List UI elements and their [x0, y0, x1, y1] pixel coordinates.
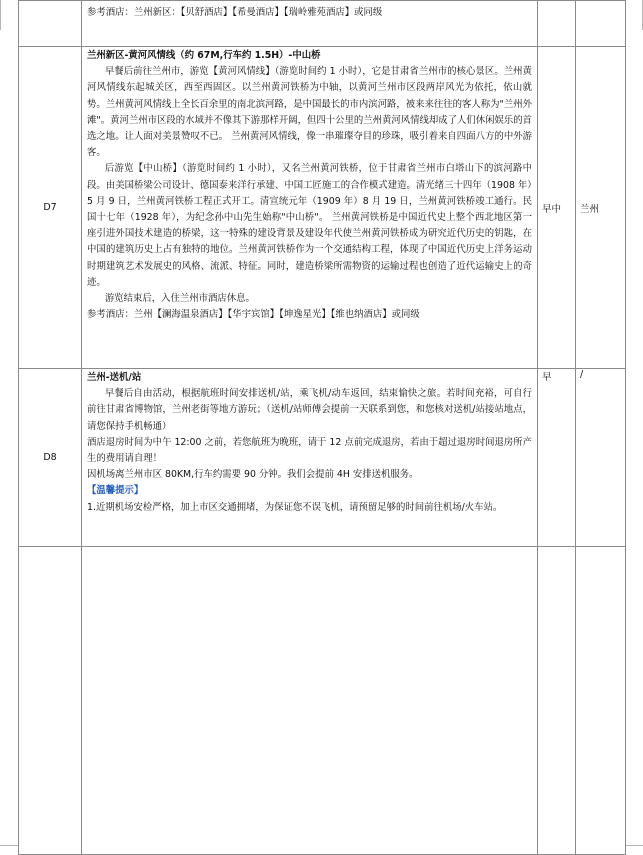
table-row	[19, 369, 626, 547]
empty-cell	[538, 547, 576, 855]
tips-label: 【温馨提示】	[87, 485, 144, 497]
itinerary-cell	[82, 47, 538, 369]
stay-cell: /	[576, 369, 626, 547]
page-guide-left	[0, 0, 1, 30]
stay-cell	[576, 1, 626, 47]
note-paragraph: 因机场离兰州市区 80KM,行车约需要 90 分钟。我们会提前 4H 安排送机服务。	[87, 469, 419, 481]
empty-cell	[576, 547, 626, 855]
day-title: 兰州-送机/站	[87, 372, 142, 383]
hotel-reference: 参考酒店：兰州【澜海温泉酒店】【华宇宾馆】【坤逸星光】【维也纳酒店】或同级	[87, 309, 420, 321]
meal-cell	[538, 1, 576, 47]
itinerary-cell	[82, 1, 538, 47]
itinerary-paragraph: 后游览【中山桥】（游览时间约 1 小时），又名兰州黄河铁桥，位于甘肃省兰州市白塔山下的滨河路中段。由美国桥梁公司设计、德国泰来洋行承建、中国工匠施工的合作模式建造。清光绪三十四年（1908 年）5 月 9 日，兰州黄河铁桥工程正式开工。清宣统元年（1909 年）8 月 19 日，兰州黄河铁桥竣工通行。民国十七年（1928 年），为纪念孙中山先生始称"中山桥"。 兰州黄河铁桥是中国近代史上整个西北地区第一座引进外国技术建造的桥梁，这一特殊的建设背景及建设年代使兰州黄河铁桥成为研究近代历史的钥匙，在中国的建筑历史上占有独特的地位。兰州黄河铁桥作为一个交通结构工程，体现了中国近代历史上洋务运动时期建筑艺术发展史的风格、流派、特征。同时，建造桥梁所需物资的运输过程也创造了近代运输史上的奇迹。	[87, 163, 532, 288]
table-row	[19, 1, 626, 47]
hotel-reference: 参考酒店：兰州新区：【贝舒酒店】【希曼酒店】【瑞岭雅苑酒店】或同级	[87, 7, 383, 18]
day-cell: D7	[19, 47, 82, 369]
itinerary-cell	[82, 369, 538, 547]
day-cell	[19, 1, 82, 47]
empty-cell	[82, 547, 538, 855]
table-row	[19, 47, 626, 369]
empty-cell	[19, 547, 82, 855]
itinerary-paragraph: 早餐后自由活动，根据航班时间安排送机/站，乘飞机/动车返回，结束愉快之旅。若时间充裕，可自行前往甘肃省博物馆，兰州老街等地方游玩；（送机/站师傅会提前一天联系到您，和您核对送机/站接站地点，请您保持手机畅通）	[87, 388, 532, 432]
page-guide-bottom-left-h	[0, 845, 18, 846]
itinerary-paragraph: 游览结束后，入住兰州市酒店休息。	[104, 293, 255, 305]
itinerary-paragraph: 早餐后前往兰州市，游览【黄河风情线】（游览时间约 1 小时），它是甘肃省兰州市的核心景区。兰州黄河风情线东起城关区，西至西固区。以兰州黄河铁桥为中轴，以黄河兰州市区段两岸风光为依托，依山就势。兰州黄河风情线上全长百余里的南北滨河路，是中国最长的市内滨河路，被来来往往的客人称为"兰州外滩"。黄河兰州市区段的水域并不像其下游那样开阔，但四十公里的兰州黄河风情线却成了人们休闲娱乐的首选之地。让人面对美景赞叹不已。 兰州黄河风情线，像一串璀璨夺目的珍珠，吸引着来自四面八方的中外游客。	[87, 66, 532, 159]
day-cell: D8	[19, 369, 82, 547]
stay-cell: 兰州	[576, 47, 626, 369]
meal-cell: 早	[538, 369, 576, 547]
itinerary-table	[18, 0, 626, 855]
day-title: 兰州新区-黄河风情线（约 67M,行车约 1.5H）-中山桥	[87, 50, 321, 61]
table-row-empty	[19, 547, 626, 855]
note-paragraph: 酒店退房时间为中午 12:00 之前，若您航班为晚班，请于 12 点前完成退房，若由于超过退房时间退房所产生的费用请自理！	[87, 436, 532, 465]
meal-cell: 早中	[538, 47, 576, 369]
page-guide-bottom-right-h	[625, 845, 643, 846]
tips-paragraph: 1.近期机场安检严格，加上市区交通拥堵，为保证您不误飞机，请预留足够的时间前往机场/火车站。	[87, 501, 503, 513]
